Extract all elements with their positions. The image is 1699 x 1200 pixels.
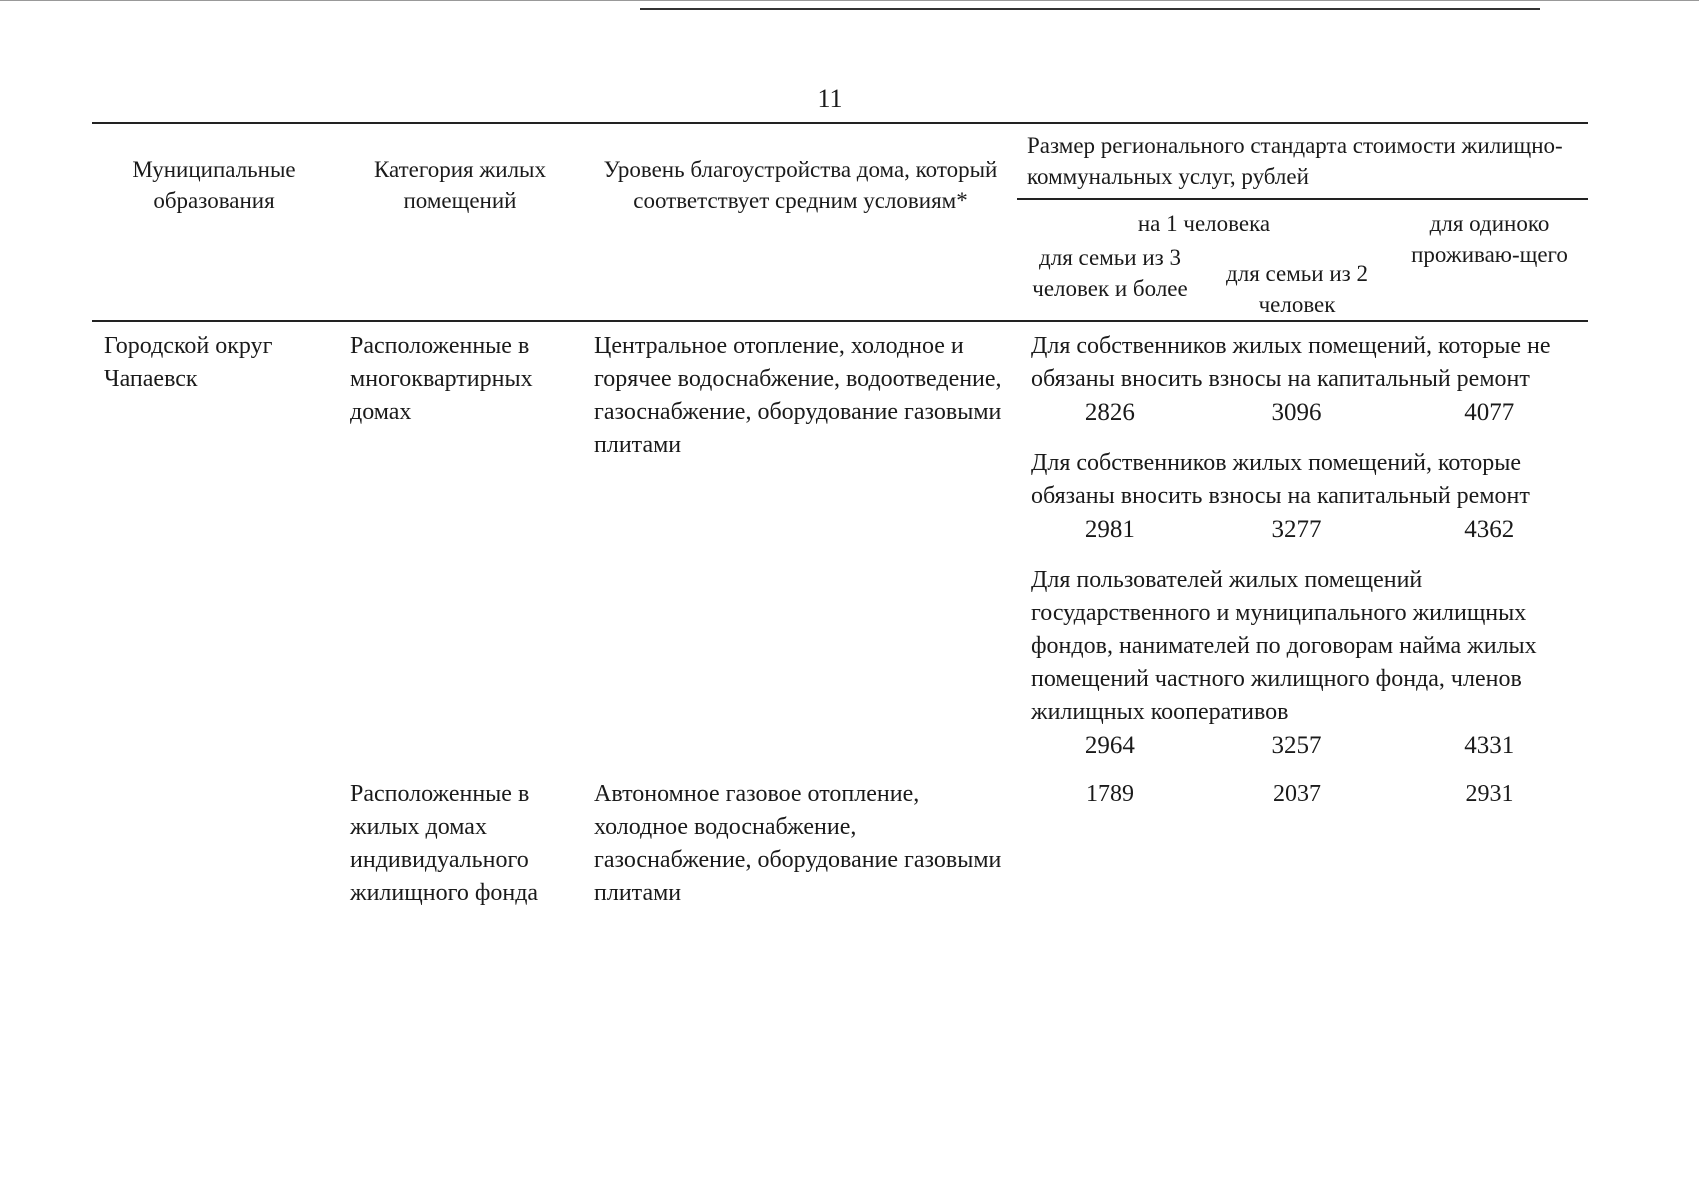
table-row [92,778,1588,910]
group-heading: Для пользователей жилых помещений государственного и муниципального жилищных фондов, нанимателей по договорам найма жилых помещений частного жилищного фонда, членов жилищных кооперативов [1031,567,1537,725]
municipality-cell: Городской округ Чапаевск [104,333,273,392]
header-municipality: Муниципальные образования [92,123,336,321]
value-single: 2931 [1465,781,1514,807]
scan-edge-line [0,0,1699,1]
value-family-3: 2981 [1084,516,1135,543]
value-single: 4362 [1464,516,1515,543]
value-family-3: 2964 [1084,732,1135,759]
page-number: 11 [817,84,843,113]
values-row [1017,729,1588,762]
header-standard-size: Размер регионального стандарта стоимости жилищно-коммунальных услуг, рублей [1017,123,1588,199]
header-level: Уровень благоустройства дома, который соответствует средним условиям* [584,123,1017,321]
values-row [1017,513,1588,546]
category-cell: Расположенные в многоквартирных домах [350,333,533,425]
category-cell: Расположенные в жилых домах индивидуального жилищного фонда [350,781,539,906]
level-cell: Центральное отопление, холодное и горячее водоснабжение, водоотведение, газоснабжение, оборудование газовыми плитами [594,333,1002,458]
standards-table-wrapper [92,122,1588,910]
header-family-3: для семьи из 3 человек и более [1017,242,1203,321]
value-family-3: 2826 [1084,399,1135,426]
table-row [92,321,1588,778]
group-block [1017,564,1588,762]
value-family-3: 1789 [1086,781,1134,807]
group-block [1017,447,1588,546]
municipality-cell [92,778,336,910]
group-heading: Для собственников жилых помещений, которые не обязаны вносить взносы на капитальный ремонт [1031,333,1551,392]
header-category: Категория жилых помещений [336,123,584,321]
header-row-1 [92,123,1588,199]
header-per-person: на 1 человека [1137,211,1271,236]
value-family-2: 3257 [1271,732,1322,759]
level-cell: Автономное газовое отопление, холодное водоснабжение, газоснабжение, оборудование газовыми плитами [594,781,1002,906]
group-block [1017,330,1588,429]
top-rule [640,8,1540,10]
group-heading: Для собственников жилых помещений, которые обязаны вносить взносы на капитальный ремонт [1031,450,1530,509]
value-single: 4077 [1464,399,1515,426]
value-family-2: 2037 [1273,781,1321,807]
values-cell [1017,321,1588,778]
header-single: для одиноко проживаю-щего [1391,199,1588,321]
standards-table [92,122,1588,910]
value-single: 4331 [1464,732,1515,759]
value-family-2: 3096 [1271,399,1322,426]
value-family-2: 3277 [1271,516,1322,543]
header-family-2: для семьи из 2 человек [1203,242,1391,321]
values-row [1017,396,1588,429]
